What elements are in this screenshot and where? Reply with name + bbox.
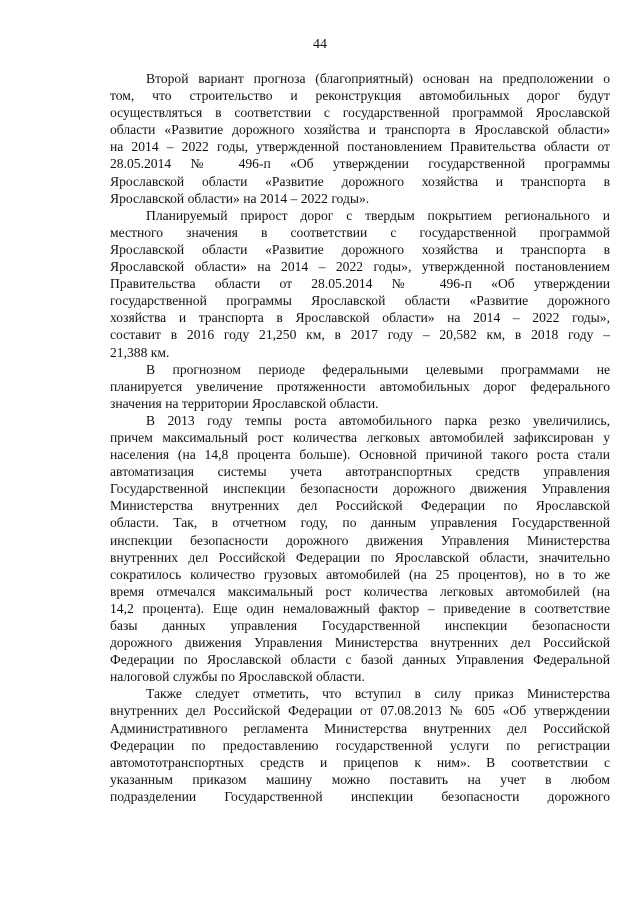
text-line: составит в 2016 году 21,250 км, в 2017 году – 20,582 км, в 2018 году – (110, 327, 610, 343)
text-line: на 2014 – 2022 годы, утвержденной постановлением Правительства области от (110, 139, 610, 155)
text-line: автомототранспортных средств и прицепов к ним». В соответствии с (110, 754, 610, 770)
text-line: Ярославской области» на 2014 – 2022 годы». (110, 190, 370, 206)
text-line: планируется увеличение протяженности автомобильных дорог федерального (110, 378, 610, 394)
text-line: внутренних дел Российской Федерации по Ярославской области, значительно (110, 549, 610, 565)
text-line: местного значения в соответствии с государственной программой (110, 224, 610, 240)
text-line: Также следует отметить, что вступил в силу приказ Министерства (146, 686, 610, 702)
text-line: том, что строительство и реконструкция автомобильных дорог будут (110, 88, 610, 104)
text-line: автоматизация системы учета автотранспортных средств управления (110, 464, 610, 480)
text-line: подразделении Государственной инспекции безопасности дорожного (110, 788, 610, 804)
text-line: Ярославской области» на 2014 – 2022 годы», утвержденной постановлением (110, 259, 610, 275)
text-line: Федерации по предоставлению государственной услуги по регистрации (110, 737, 610, 753)
paragraph-federal-programs (110, 361, 610, 412)
text-line: 28.05.2014 № 496-п «Об утверждении государственной программы (110, 156, 610, 172)
text-line: Министерства внутренних дел Российской Федерации по Ярославской (110, 498, 610, 514)
text-line: указанным приказом машину можно поставить на учет в любом (110, 771, 610, 787)
text-line: Административного регламента Министерства внутренних дел Российской (110, 720, 610, 736)
text-line: осуществляться в соответствии с государственной программой Ярославской (110, 105, 610, 121)
text-line: внутренних дел Российской Федерации от 07.08.2013 № 605 «Об утверждении (110, 703, 610, 719)
text-line: В прогнозном периоде федеральными целевыми программами не (146, 361, 610, 377)
text-line: Ярославской области «Развитие дорожного хозяйства и транспорта в (110, 241, 610, 257)
text-line: причем максимальный рост количества легковых автомобилей зафиксирован у (110, 429, 610, 445)
text-line: 21,388 км. (110, 344, 170, 360)
text-line: дорожного движения Управления Министерства внутренних дел Российской (110, 635, 610, 651)
body-text (110, 70, 610, 805)
paragraph-forecast-option-two (110, 70, 610, 207)
text-line: Планируемый прирост дорог с твердым покрытием регионального и (146, 207, 610, 223)
text-line: налоговой службы по Ярославской области. (110, 669, 365, 685)
paragraph-planned-road-growth (110, 207, 610, 361)
text-line: области «Развитие дорожного хозяйства и транспорта в Ярославской области» (110, 122, 610, 138)
text-line: населения (на 14,8 процента больше). Основной причиной такого роста стали (110, 447, 610, 463)
text-line: государственной программы Ярославской области «Развитие дорожного (110, 293, 610, 309)
text-line: сократилось количество грузовых автомобилей (на 25 процентов), но в то же (110, 566, 610, 582)
page-number: 44 (313, 37, 327, 52)
text-line: хозяйства и транспорта в Ярославской области» на 2014 – 2022 годы», (110, 310, 610, 326)
paragraph-vehicle-fleet-growth (110, 412, 610, 686)
text-line: Государственной инспекции безопасности дорожного движения Управления (110, 481, 610, 497)
text-line: области. Так, в отчетном году, по данным управления Государственной (110, 515, 610, 531)
text-line: значения на территории Ярославской области. (110, 395, 379, 411)
text-line: базы данных управления Государственной инспекции безопасности (110, 618, 610, 633)
text-line: Правительства области от 28.05.2014 № 496-п «Об утверждении (110, 276, 610, 292)
paragraph-registration-order (110, 685, 610, 805)
text-line: Второй вариант прогноза (благоприятный) основан на предположении о (146, 71, 610, 86)
text-line: инспекции безопасности дорожного движения Управления Министерства (110, 532, 610, 548)
text-line: время отмечался максимальный рост количества легковых автомобилей (на (110, 583, 610, 599)
text-line: 14,2 процента). Еще один немаловажный фактор – приведение в соответствие (110, 600, 610, 616)
text-line: Ярославской области «Развитие дорожного хозяйства и транспорта в (110, 173, 610, 189)
text-line: Федерации по Ярославской области с базой данных Управления Федеральной (110, 652, 610, 668)
text-line: В 2013 году темпы роста автомобильного парка резко увеличились, (146, 412, 610, 428)
